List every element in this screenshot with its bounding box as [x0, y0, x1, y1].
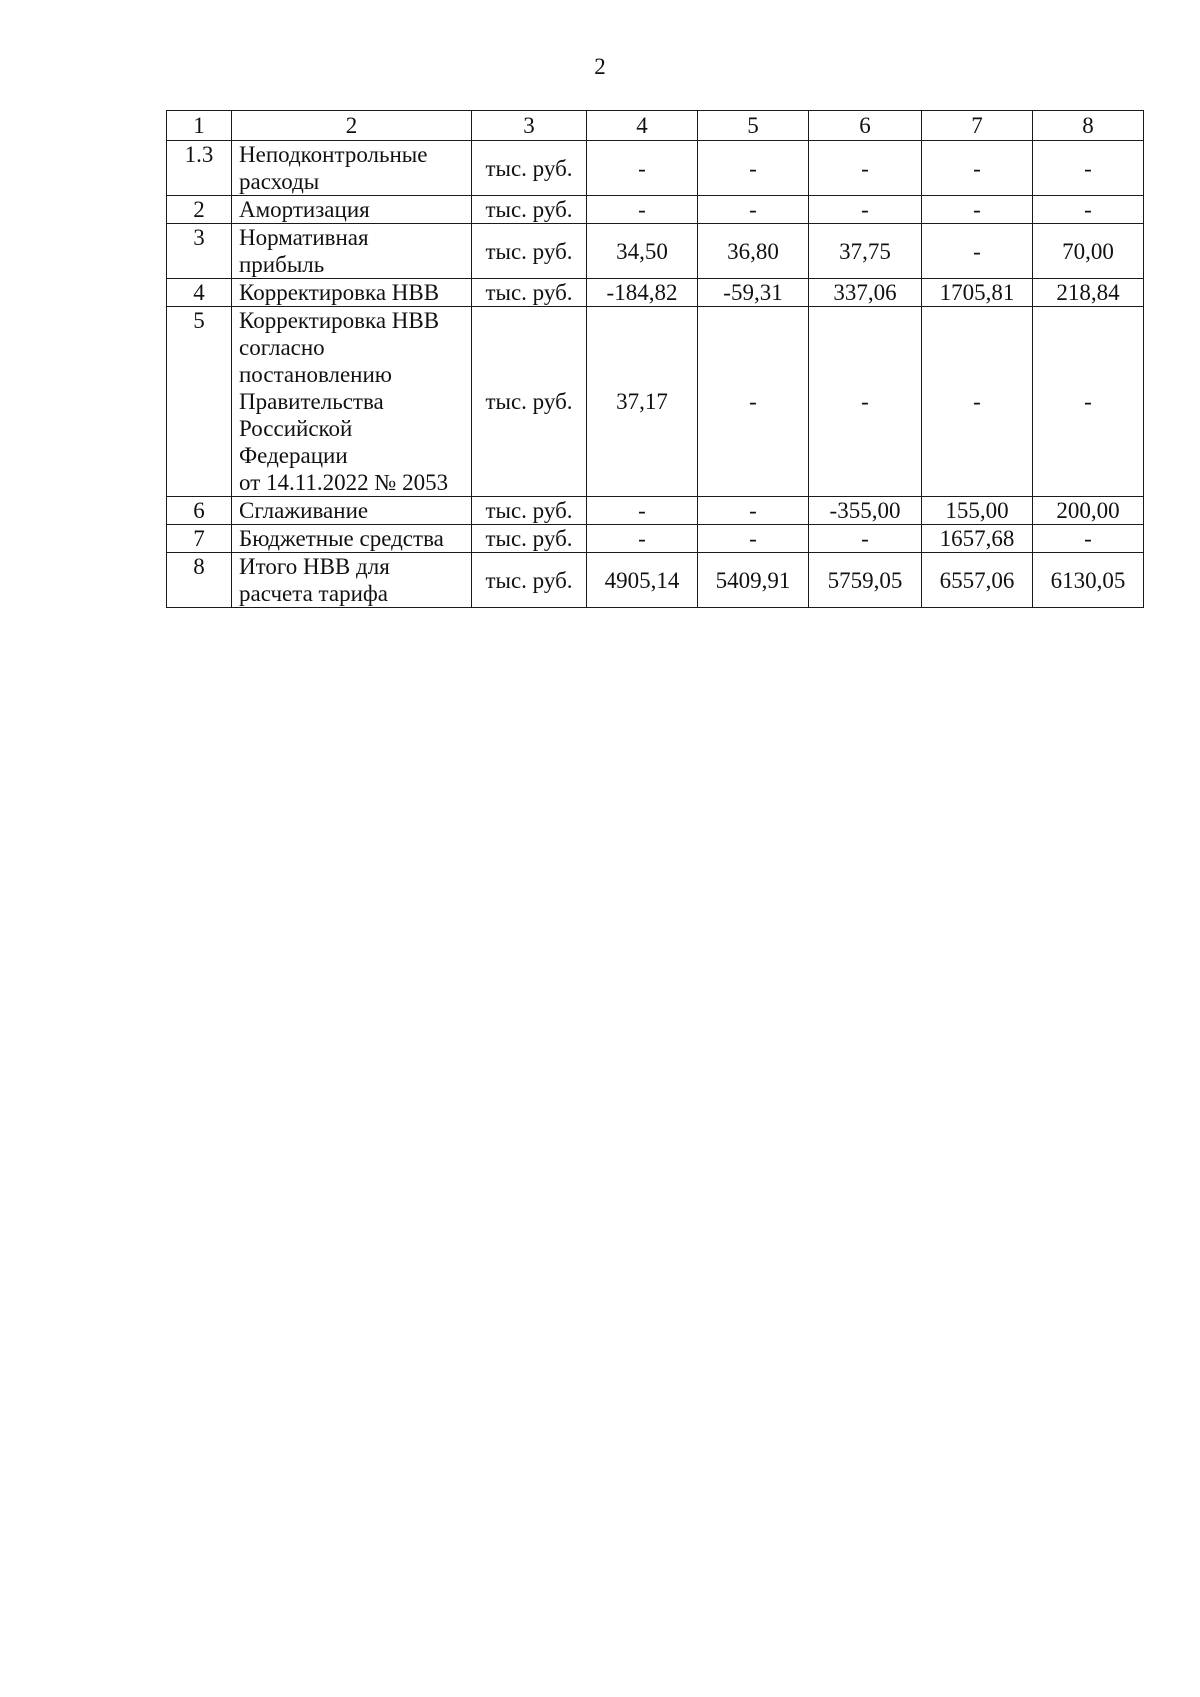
row-unit-cell: тыс. руб.: [472, 196, 587, 224]
row-value-cell-col5: -: [698, 497, 809, 525]
row-value-cell-col5: -59,31: [698, 279, 809, 307]
table-header-row: [167, 111, 1144, 141]
row-unit-cell: тыс. руб.: [472, 141, 587, 196]
row-name-line: согласно: [239, 335, 325, 360]
row-value-cell-col8: 70,00: [1033, 224, 1144, 279]
row-unit-cell: тыс. руб.: [472, 224, 587, 279]
row-value-cell-col4: -: [587, 497, 698, 525]
row-unit-cell: тыс. руб.: [472, 307, 587, 497]
row-value-cell-col6: -: [809, 141, 922, 196]
row-value-cell-col4: 34,50: [587, 224, 698, 279]
header-cell-4: 4: [587, 111, 698, 141]
row-number-cell: 3: [167, 224, 232, 279]
row-value-cell-col4: -: [587, 141, 698, 196]
row-name-line: расчета тарифа: [239, 581, 388, 606]
row-value-cell-col6: 337,06: [809, 279, 922, 307]
row-unit-cell: тыс. руб.: [472, 525, 587, 553]
table-row: [167, 279, 1144, 307]
row-value-cell-col4: 37,17: [587, 307, 698, 497]
row-value-cell-col7: 1705,81: [922, 279, 1033, 307]
row-value-cell-col5: -: [698, 141, 809, 196]
row-value-cell-col5: -: [698, 525, 809, 553]
row-name-cell: [232, 279, 472, 307]
row-value-cell-col7: 155,00: [922, 497, 1033, 525]
row-value-cell-col7: 6557,06: [922, 553, 1033, 608]
table-row: [167, 307, 1144, 497]
row-value-cell-col4: -184,82: [587, 279, 698, 307]
row-value-cell-col5: 36,80: [698, 224, 809, 279]
header-cell-2: 2: [232, 111, 472, 141]
table-body: [167, 111, 1144, 608]
row-name-cell: [232, 224, 472, 279]
row-number-cell: 4: [167, 279, 232, 307]
row-number-cell: 2: [167, 196, 232, 224]
row-name-cell: [232, 196, 472, 224]
row-name-line: Корректировка НВВ: [239, 280, 440, 305]
row-value-cell-col7: -: [922, 196, 1033, 224]
row-name-cell: [232, 525, 472, 553]
row-value-cell-col5: 5409,91: [698, 553, 809, 608]
page-number: 2: [594, 54, 606, 79]
row-value-cell-col8: -: [1033, 307, 1144, 497]
row-value-cell-col8: 200,00: [1033, 497, 1144, 525]
row-number-cell: 8: [167, 553, 232, 608]
row-unit-cell: тыс. руб.: [472, 553, 587, 608]
row-value-cell-col6: -355,00: [809, 497, 922, 525]
row-name-line: от 14.11.2022 № 2053: [239, 470, 449, 495]
row-name-line: Правительства: [239, 389, 384, 414]
row-name-line: Итого НВВ для: [239, 554, 390, 579]
header-cell-3: 3: [472, 111, 587, 141]
row-value-cell-col6: -: [809, 307, 922, 497]
row-unit-cell: тыс. руб.: [472, 279, 587, 307]
row-name-line: Бюджетные средства: [239, 526, 444, 551]
row-name-cell: [232, 141, 472, 196]
header-cell-5: 5: [698, 111, 809, 141]
table-row: [167, 525, 1144, 553]
row-value-cell-col8: -: [1033, 196, 1144, 224]
row-name-line: Корректировка НВВ: [239, 308, 440, 333]
row-value-cell-col7: -: [922, 307, 1033, 497]
header-cell-6: 6: [809, 111, 922, 141]
row-value-cell-col6: 37,75: [809, 224, 922, 279]
row-number-cell: 6: [167, 497, 232, 525]
table-row: [167, 196, 1144, 224]
row-value-cell-col8: -: [1033, 141, 1144, 196]
row-unit-cell: тыс. руб.: [472, 497, 587, 525]
row-value-cell-col8: 218,84: [1033, 279, 1144, 307]
table-row: [167, 141, 1144, 196]
row-name-line: Амортизация: [239, 197, 370, 222]
row-number-cell: 1.3: [167, 141, 232, 196]
row-value-cell-col7: -: [922, 224, 1033, 279]
row-value-cell-col5: -: [698, 307, 809, 497]
table-row: [167, 497, 1144, 525]
row-value-cell-col4: -: [587, 525, 698, 553]
row-value-cell-col5: -: [698, 196, 809, 224]
row-name-line: постановлению: [239, 362, 392, 387]
row-value-cell-col7: -: [922, 141, 1033, 196]
header-cell-1: 1: [167, 111, 232, 141]
row-number-cell: 7: [167, 525, 232, 553]
row-name-cell: [232, 307, 472, 497]
row-value-cell-col7: 1657,68: [922, 525, 1033, 553]
row-number-cell: 5: [167, 307, 232, 497]
row-name-cell: [232, 497, 472, 525]
row-name-line: Федерации: [239, 443, 348, 468]
header-cell-8: 8: [1033, 111, 1144, 141]
header-cell-7: 7: [922, 111, 1033, 141]
row-name-line: Сглаживание: [239, 498, 369, 523]
row-name-line: Неподконтрольные: [239, 142, 428, 167]
table-row: [167, 224, 1144, 279]
row-name-line: Российской: [239, 416, 353, 441]
row-value-cell-col6: -: [809, 196, 922, 224]
table-row: [167, 553, 1144, 608]
row-value-cell-col4: 4905,14: [587, 553, 698, 608]
row-name-line: прибыль: [239, 252, 325, 277]
row-name-line: расходы: [239, 169, 320, 194]
row-value-cell-col8: -: [1033, 525, 1144, 553]
row-value-cell-col6: -: [809, 525, 922, 553]
tariff-table: [166, 110, 1144, 608]
row-value-cell-col4: -: [587, 196, 698, 224]
row-value-cell-col8: 6130,05: [1033, 553, 1144, 608]
row-value-cell-col6: 5759,05: [809, 553, 922, 608]
row-name-line: Нормативная: [239, 225, 369, 250]
row-name-cell: [232, 553, 472, 608]
